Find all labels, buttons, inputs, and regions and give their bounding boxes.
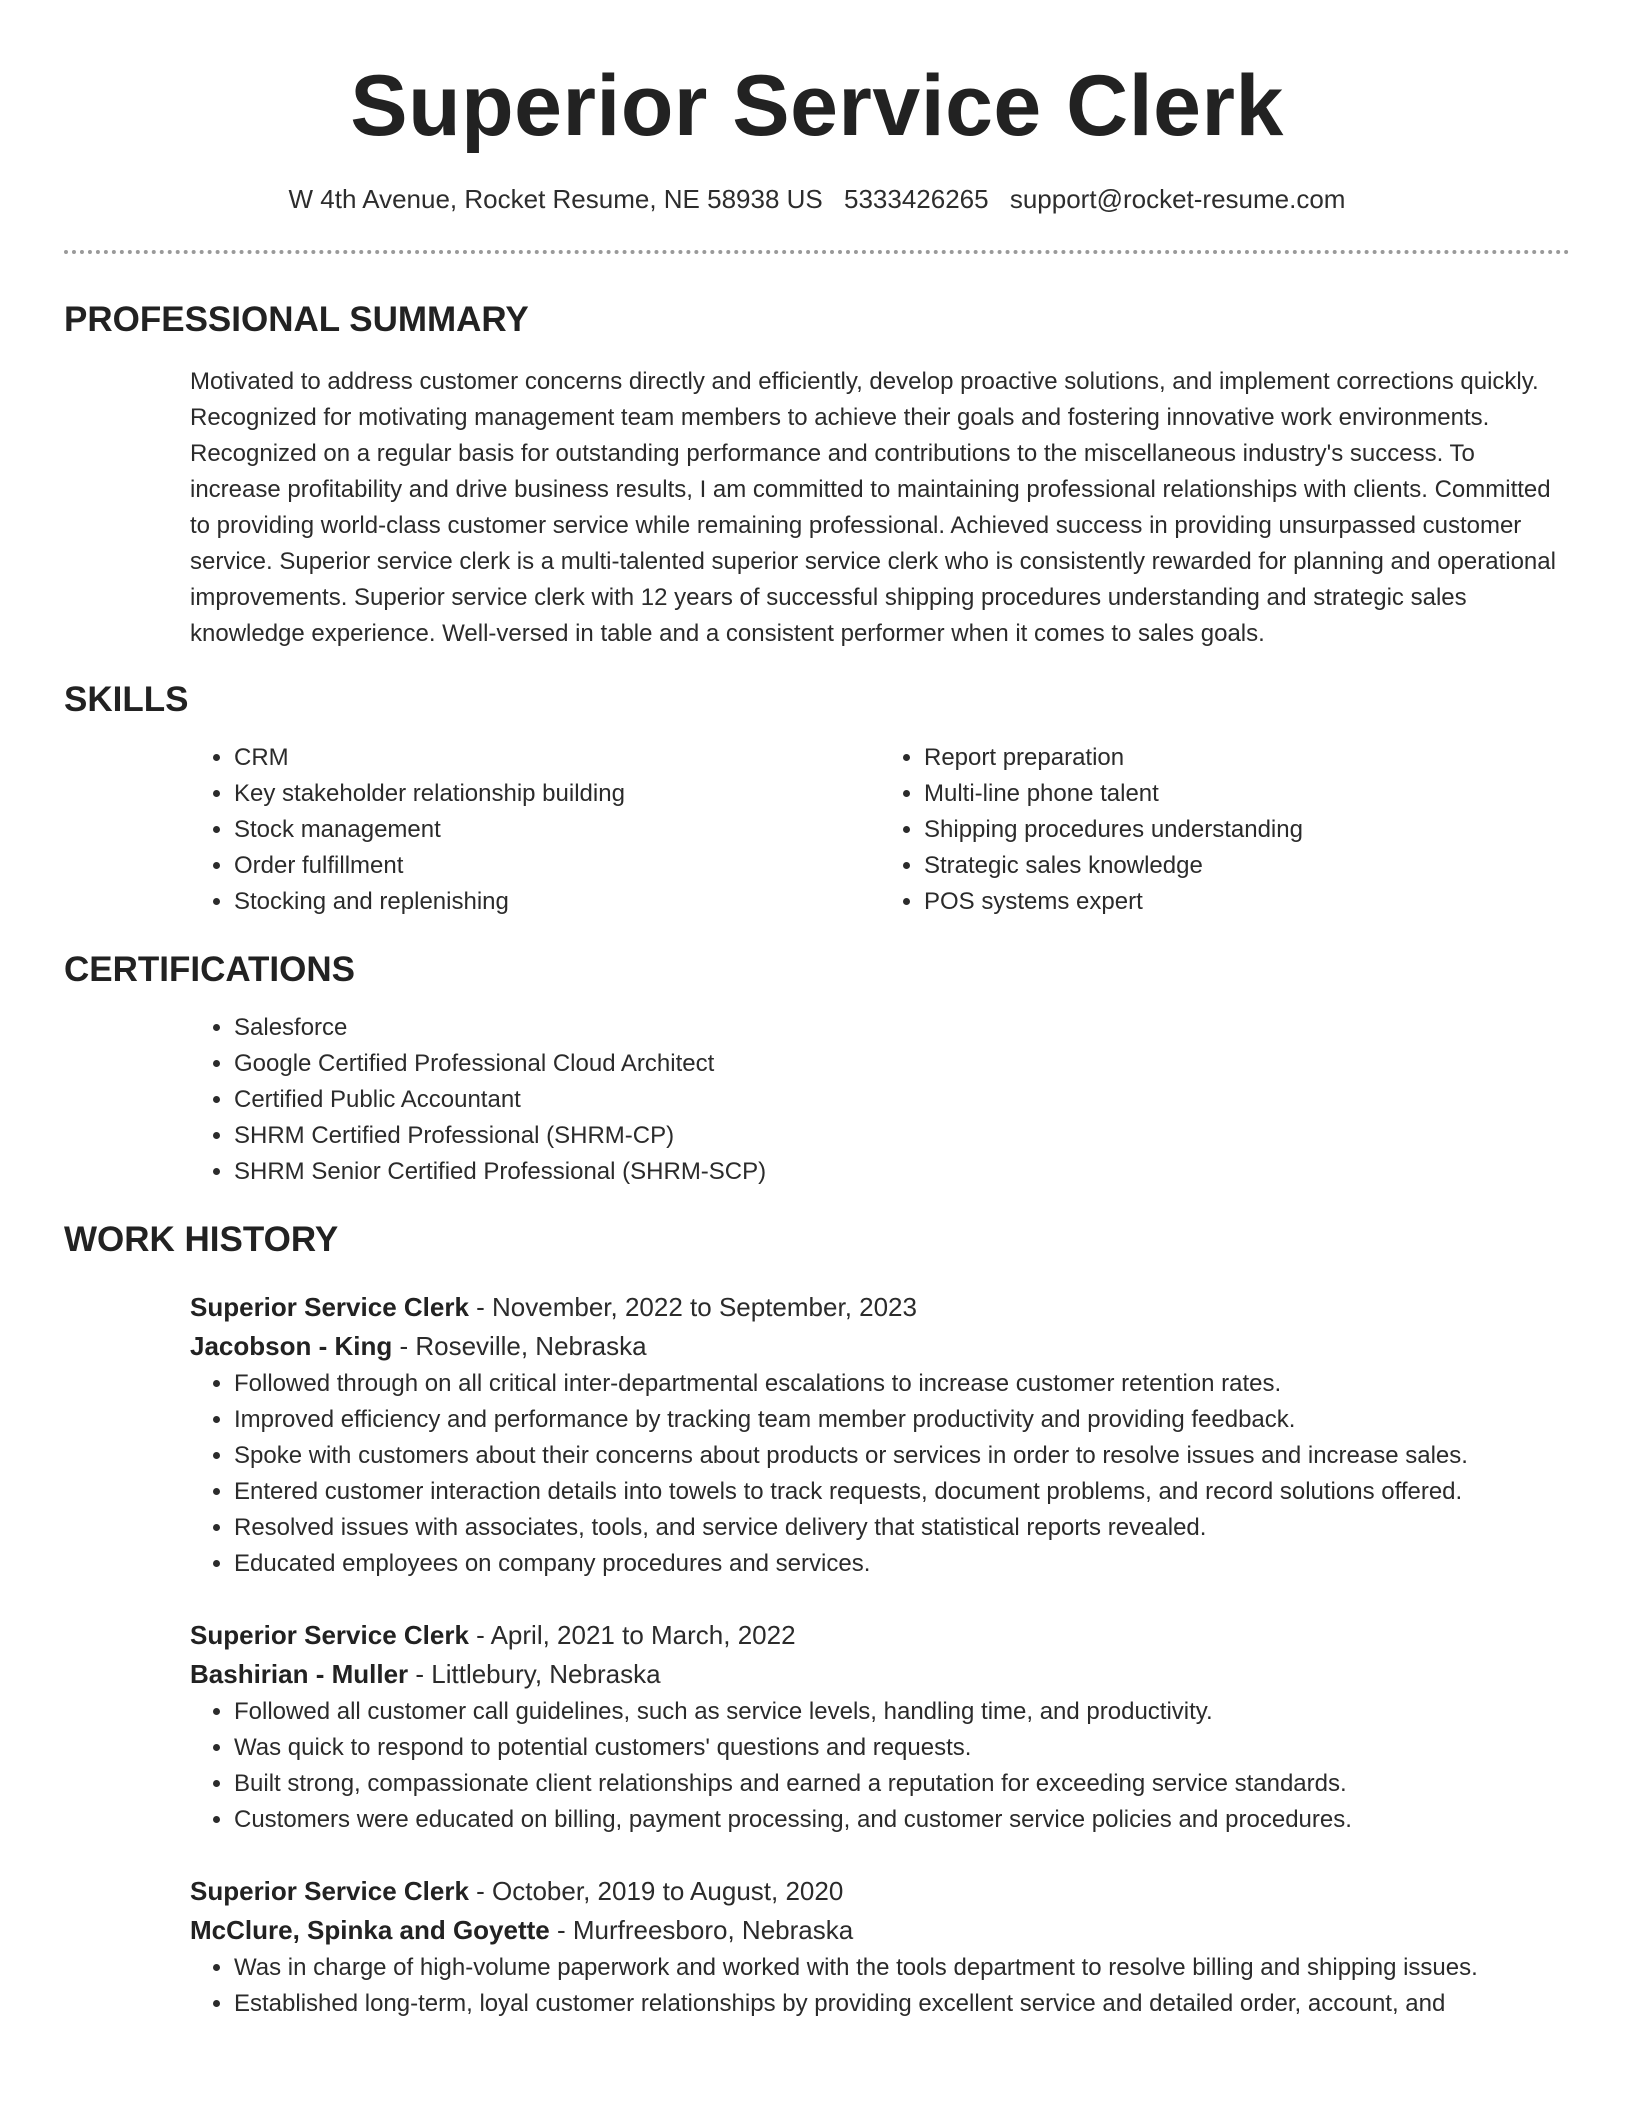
job-location: - Roseville, Nebraska	[392, 1331, 647, 1361]
contact-email: support@rocket-resume.com	[1009, 184, 1346, 214]
job-bullets	[190, 1366, 1570, 1582]
job-location: - Murfreesboro, Nebraska	[549, 1915, 854, 1945]
skill-item: • Multi-line phone talent	[924, 776, 1570, 812]
job-bullet: • Built strong, compassionate client relationships and earned a reputation for exceeding service standards.	[234, 1766, 1570, 1802]
certification-item: • Google Certified Professional Cloud Architect	[234, 1046, 1570, 1082]
job-title: Superior Service Clerk	[190, 1292, 469, 1322]
job-bullet: • Followed through on all critical inter-departmental escalations to increase customer retention rates.	[234, 1366, 1570, 1402]
skill-item: • Report preparation	[924, 740, 1570, 776]
job-bullets	[190, 1950, 1570, 2022]
job-bullets	[190, 1694, 1570, 1838]
job-company: Bashirian - Muller	[190, 1659, 409, 1689]
job-bullet: • Was in charge of high-volume paperwork and worked with the tools department to resolve billing and shipping issues.	[234, 1950, 1570, 1986]
job-company: Jacobson - King	[190, 1331, 393, 1361]
job-title-line	[190, 1616, 1570, 1655]
skills-column-right	[880, 740, 1570, 920]
job-title: Superior Service Clerk	[190, 1620, 469, 1650]
job-company-line	[190, 1327, 1570, 1366]
certification-item: • Salesforce	[234, 1010, 1570, 1046]
job-company-line	[190, 1655, 1570, 1694]
summary-heading: PROFESSIONAL SUMMARY	[64, 300, 529, 339]
job-title: Superior Service Clerk	[190, 1876, 469, 1906]
resume-name: Superior Service Clerk	[350, 58, 1284, 154]
contact-line	[64, 182, 1570, 216]
job-bullet: • Entered customer interaction details into towels to track requests, document problems, and record solutions offered.	[234, 1474, 1570, 1510]
job-entry	[190, 1872, 1570, 2022]
skills-heading: SKILLS	[64, 680, 189, 719]
skill-item: • Order fulfillment	[234, 848, 880, 884]
job-bullet: • Educated employees on company procedures and services.	[234, 1546, 1570, 1582]
job-bullet: • Spoke with customers about their concerns about products or services in order to resolve issues and increase sales.	[234, 1438, 1570, 1474]
skill-item: • CRM	[234, 740, 880, 776]
skill-item: • POS systems expert	[924, 884, 1570, 920]
job-title-line	[190, 1288, 1570, 1327]
job-company: McClure, Spinka and Goyette	[190, 1915, 550, 1945]
skill-item: • Shipping procedures understanding	[924, 812, 1570, 848]
job-bullet: • Followed all customer call guidelines, such as service levels, handling time, and productivity.	[234, 1694, 1570, 1730]
job-bullet: • Improved efficiency and performance by tracking team member productivity and providing feedback.	[234, 1402, 1570, 1438]
certifications-heading: CERTIFICATIONS	[64, 950, 356, 989]
skill-item: • Strategic sales knowledge	[924, 848, 1570, 884]
certification-item: • SHRM Senior Certified Professional (SHRM-SCP)	[234, 1154, 1570, 1190]
skill-item: • Stock management	[234, 812, 880, 848]
job-dates: - October, 2019 to August, 2020	[468, 1876, 844, 1906]
job-bullet: • Established long-term, loyal customer relationships by providing excellent service and detailed order, account, and	[234, 1986, 1570, 2022]
contact-phone: 5333426265	[844, 184, 989, 214]
skills-list	[190, 740, 1570, 920]
certifications-bullets	[190, 1010, 1570, 1190]
skill-item: • Stocking and replenishing	[234, 884, 880, 920]
header-divider	[64, 250, 1570, 254]
job-bullet: • Customers were educated on billing, payment processing, and customer service policies and procedures.	[234, 1802, 1570, 1838]
resume-page	[64, 0, 1570, 2022]
job-dates: - November, 2022 to September, 2023	[468, 1292, 917, 1322]
job-company-line	[190, 1911, 1570, 1950]
contact-address: W 4th Avenue, Rocket Resume, NE 58938 US	[288, 184, 823, 214]
job-title-line	[190, 1872, 1570, 1911]
job-dates: - April, 2021 to March, 2022	[468, 1620, 796, 1650]
skill-item: • Key stakeholder relationship building	[234, 776, 880, 812]
job-bullet: • Resolved issues with associates, tools, and service delivery that statistical reports revealed.	[234, 1510, 1570, 1546]
certification-item: • SHRM Certified Professional (SHRM-CP)	[234, 1118, 1570, 1154]
skills-column-left	[190, 740, 880, 920]
work-history-heading: WORK HISTORY	[64, 1220, 339, 1259]
job-entry	[190, 1616, 1570, 1838]
job-entry	[190, 1288, 1570, 1582]
job-bullet: • Was quick to respond to potential customers' questions and requests.	[234, 1730, 1570, 1766]
certification-item: • Certified Public Accountant	[234, 1082, 1570, 1118]
summary-text: Motivated to address customer concerns directly and efficiently, develop proactive solutions, and implement corrections quickly. Recognized for motivating management team members to achieve their goals and fostering innovative work environments. Recognized on a regular basis for outstanding performance and contributions to the miscellaneous industry's success. To increase profitability and drive business results, I am committed to maintaining professional relationships with clients. Committed to providing world-class customer service while remaining professional. Achieved success in providing unsurpassed customer service. Superior service clerk is a multi-talented superior service clerk who is consistently rewarded for planning and operational improvements. Superior service clerk with 12 years of successful shipping procedures understanding and strategic sales knowledge experience. Well-versed in table and a consistent performer when it comes to sales goals.	[190, 368, 1556, 647]
certifications-list	[190, 1010, 1570, 1190]
job-location: - Littlebury, Nebraska	[408, 1659, 661, 1689]
